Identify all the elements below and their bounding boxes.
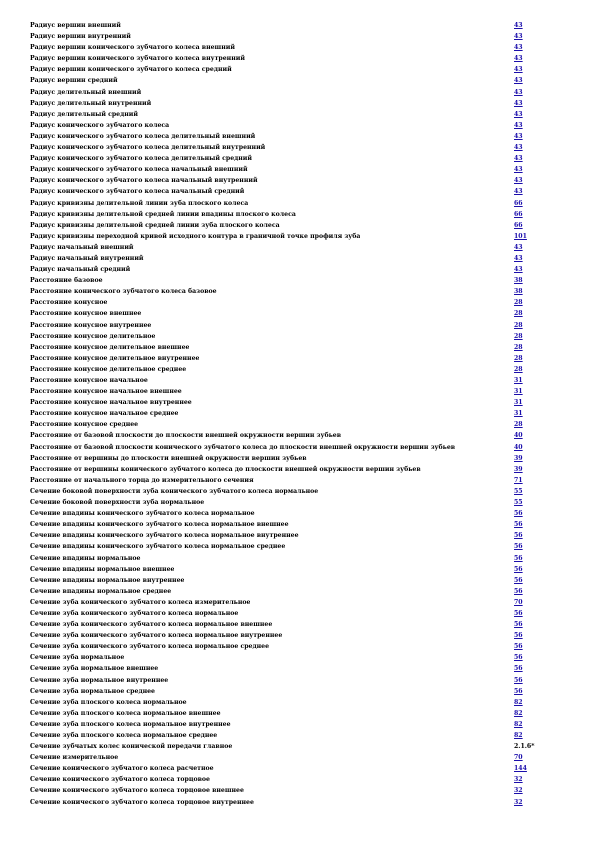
index-entry	[30, 164, 530, 175]
page-number-link[interactable]: 43	[514, 88, 523, 96]
index-entry	[30, 464, 530, 475]
page-number-link[interactable]: 40	[514, 443, 523, 451]
index-term: Радиус вершин конического зубчатого колеса внешний	[30, 44, 235, 52]
index-entry	[30, 508, 530, 519]
page-number-link[interactable]: 38	[514, 288, 523, 296]
index-term: Сечение впадины конического зубчатого колеса нормальное внутреннее	[30, 532, 299, 540]
index-entry	[30, 198, 530, 209]
page-number-link[interactable]: 31	[514, 377, 523, 384]
index-entry	[30, 31, 530, 42]
index-term: Радиус начальный средний	[30, 266, 131, 274]
section-reference: 2.1.6*	[514, 743, 535, 751]
index-entry	[30, 231, 530, 242]
page-number-link[interactable]: 43	[514, 177, 523, 185]
index-entry	[30, 297, 530, 308]
index-term: Радиус начальный внешний	[30, 243, 134, 251]
page-number-link[interactable]: 66	[514, 221, 523, 229]
index-entry	[30, 486, 530, 497]
page-number-link[interactable]: 43	[514, 110, 523, 118]
index-entry	[30, 785, 530, 796]
index-entry	[30, 286, 530, 297]
page-number-link[interactable]: 43	[514, 144, 523, 152]
index-entry	[30, 275, 530, 286]
index-term: Радиус делительный внешний	[30, 88, 142, 96]
page-number-link[interactable]: 38	[514, 277, 523, 285]
page-number-link[interactable]: 82	[514, 732, 523, 739]
page-number-link[interactable]: 28	[514, 365, 523, 373]
index-term: Радиус конического зубчатого колеса начальный внешний	[30, 166, 248, 174]
page-number-link[interactable]: 43	[514, 188, 523, 196]
index-term: Сечение зуба нормальное	[30, 654, 125, 662]
index-entry	[30, 774, 530, 785]
page-number-link[interactable]: 71	[514, 476, 523, 484]
page-number-link[interactable]: 28	[514, 299, 523, 307]
index-entry	[30, 364, 530, 375]
index-term: Расстояние конусное начальное	[30, 377, 148, 384]
page-number-link[interactable]: 32	[514, 798, 523, 806]
index-term: Расстояние от базовой плоскости конического зубчатого колеса до плоскости внешней окружности вершин зубьев	[30, 443, 456, 451]
index-entry	[30, 730, 530, 741]
page-number-link[interactable]: 70	[514, 754, 523, 762]
index-entry	[30, 497, 530, 508]
index-term: Сечение конического зубчатого колеса расчетное	[30, 765, 214, 773]
index-term: Радиус конического зубчатого колеса делительный внутренний	[30, 144, 266, 152]
index-entry	[30, 652, 530, 663]
index-entry	[30, 397, 530, 408]
page-number-link[interactable]: 56	[514, 576, 523, 584]
page-number-link[interactable]: 43	[514, 44, 523, 52]
index-term: Сечение боковой поверхности зуба конического зубчатого колеса нормальное	[30, 487, 319, 495]
index-entry	[30, 453, 530, 464]
index-entry	[30, 342, 530, 353]
index-entry	[30, 686, 530, 697]
index-term: Сечение впадины нормальное среднее	[30, 587, 172, 595]
page-number-link[interactable]: 43	[514, 77, 523, 85]
page-number-link[interactable]: 43	[514, 155, 523, 163]
page-number-link[interactable]: 56	[514, 665, 523, 673]
page-number-link[interactable]: 56	[514, 554, 523, 562]
page-number-link[interactable]: 43	[514, 99, 523, 107]
page-number-link[interactable]: 101	[514, 232, 527, 240]
page-number-link[interactable]: 39	[514, 465, 523, 473]
page-number-link[interactable]: 55	[514, 499, 523, 507]
page-number-link[interactable]: 32	[514, 787, 523, 795]
page-number-link[interactable]: 56	[514, 643, 523, 651]
page-number-link[interactable]: 144	[514, 765, 527, 773]
page-number-link[interactable]: 82	[514, 709, 523, 717]
index-term: Сечение зуба конического зубчатого колеса измерительное	[30, 598, 251, 606]
index-term: Сечение впадины конического зубчатого колеса нормальное среднее	[30, 543, 286, 551]
page-number-link[interactable]: 56	[514, 621, 523, 629]
index-entry	[30, 641, 530, 652]
page-number-link[interactable]: 31	[514, 388, 523, 396]
page-number-link[interactable]: 28	[514, 354, 523, 362]
index-entry	[30, 53, 530, 64]
index-term: Радиус начальный внутренний	[30, 254, 144, 262]
index-entry	[30, 175, 530, 186]
index-entry	[30, 75, 530, 86]
page-number-link[interactable]: 28	[514, 332, 523, 340]
index-entry	[30, 264, 530, 275]
index-term: Расстояние конусное начальное среднее	[30, 410, 179, 418]
page-number-link[interactable]: 56	[514, 565, 523, 573]
index-term: Сечение измерительное	[30, 754, 119, 762]
index-entry	[30, 586, 530, 597]
index-term: Радиус делительный средний	[30, 110, 138, 118]
index-term: Радиус конического зубчатого колеса делительный средний	[30, 155, 252, 163]
index-term: Расстояние конического зубчатого колеса базовое	[30, 288, 217, 296]
page-number-link[interactable]: 56	[514, 609, 523, 617]
index-entry	[30, 752, 530, 763]
index-term: Радиус кривизны переходной кривой исходного контура в граничной точке профиля зуба	[30, 232, 361, 240]
index-entry	[30, 353, 530, 364]
index-term: Расстояние конусное внешнее	[30, 310, 142, 318]
index-entry	[30, 120, 530, 131]
index-entry	[30, 320, 530, 331]
page-number-link[interactable]: 43	[514, 55, 523, 63]
page-number-link[interactable]: 70	[514, 598, 523, 606]
index-term: Сечение конического зубчатого колеса торцовое	[30, 776, 210, 784]
index-term: Сечение впадины конического зубчатого колеса нормальное внешнее	[30, 521, 289, 529]
index-term: Расстояние конусное делительное внутреннее	[30, 354, 200, 362]
index-term: Радиус кривизны делительной линии зуба плоского колеса	[30, 199, 249, 207]
index-term: Сечение зуба нормальное среднее	[30, 687, 155, 695]
index-term: Радиус делительный внутренний	[30, 99, 152, 107]
index-entry	[30, 741, 535, 752]
index-term: Радиус конического зубчатого колеса	[30, 121, 170, 129]
index-entry	[30, 375, 530, 386]
index-entry	[30, 20, 530, 31]
index-term: Расстояние базовое	[30, 277, 103, 285]
index-term: Сечение зуба конического зубчатого колеса нормальное среднее	[30, 643, 270, 651]
index-entry	[30, 64, 530, 75]
index-term: Расстояние конусное внутреннее	[30, 321, 152, 329]
index-term: Радиус конического зубчатого колеса начальный внутренний	[30, 177, 258, 185]
index-term: Расстояние конусное делительное	[30, 332, 156, 340]
subject-index	[30, 20, 535, 808]
index-term: Сечение зубчатых колес конической передачи главное	[30, 743, 233, 751]
index-entry	[30, 42, 530, 53]
index-term: Радиус конического зубчатого колеса делительный внешний	[30, 132, 256, 140]
index-entry	[30, 597, 530, 608]
index-term: Расстояние конусное	[30, 299, 108, 307]
index-entry	[30, 209, 530, 220]
page-number-link[interactable]: 31	[514, 399, 523, 407]
index-entry	[30, 430, 530, 441]
page-number-link[interactable]: 43	[514, 22, 523, 29]
page-number-link[interactable]: 43	[514, 166, 523, 174]
index-entry	[30, 630, 530, 641]
page-number-link[interactable]: 82	[514, 698, 523, 706]
page-number-link[interactable]: 56	[514, 510, 523, 518]
index-term: Расстояние конусное начальное внутреннее	[30, 399, 192, 407]
page-number-link[interactable]: 56	[514, 687, 523, 695]
index-term: Сечение зуба плоского колеса нормальное внутреннее	[30, 720, 231, 728]
index-entry	[30, 408, 530, 419]
page-number-link[interactable]: 66	[514, 210, 523, 218]
index-term: Сечение конического зубчатого колеса торцовое внутреннее	[30, 798, 254, 806]
index-entry	[30, 308, 530, 319]
index-term: Сечение конического зубчатого колеса торцовое внешнее	[30, 787, 244, 795]
index-entry	[30, 530, 530, 541]
index-entry	[30, 186, 530, 197]
index-entry	[30, 519, 530, 530]
index-entry	[30, 763, 530, 774]
index-term: Радиус вершин внутренний	[30, 33, 131, 41]
page-number-link[interactable]: 39	[514, 454, 523, 462]
index-entry	[30, 719, 530, 730]
page-number-link[interactable]: 43	[514, 266, 523, 274]
index-entry	[30, 564, 530, 575]
index-term: Радиус кривизны делительной средней линии впадины плоского колеса	[30, 210, 296, 218]
index-term: Сечение зуба плоского колеса нормальное внешнее	[30, 709, 221, 717]
page-number-link[interactable]: 43	[514, 254, 523, 262]
index-entry	[30, 142, 530, 153]
index-entry	[30, 87, 530, 98]
index-term: Расстояние от начального торца до измерительного сечения	[30, 476, 254, 484]
index-term: Сечение зуба нормальное внутреннее	[30, 676, 169, 684]
index-entry	[30, 109, 530, 120]
page-number-link[interactable]: 66	[514, 199, 523, 207]
page-number-link[interactable]: 43	[514, 121, 523, 129]
page-number-link[interactable]: 56	[514, 532, 523, 540]
page-number-link[interactable]: 55	[514, 487, 523, 495]
index-entry	[30, 253, 530, 264]
index-term: Расстояние от вершины конического зубчатого колеса до плоскости внешней окружности вершин зубьев	[30, 465, 421, 473]
index-term: Сечение зуба плоского колеса нормальное среднее	[30, 732, 218, 739]
index-entry	[30, 797, 530, 808]
index-term: Радиус вершин конического зубчатого колеса средний	[30, 66, 232, 74]
index-entry	[30, 153, 530, 164]
page-number-link[interactable]: 28	[514, 421, 523, 429]
index-term: Сечение боковой поверхности зуба нормальное	[30, 499, 205, 507]
index-entry	[30, 442, 530, 453]
index-entry	[30, 220, 530, 231]
page-number-link[interactable]: 28	[514, 321, 523, 329]
index-term: Радиус вершин конического зубчатого колеса внутренний	[30, 55, 245, 63]
index-term: Сечение зуба конического зубчатого колеса нормальное внутреннее	[30, 632, 283, 640]
index-term: Расстояние от базовой плоскости до плоскости внешней окружности вершин зубьев	[30, 432, 342, 440]
index-term: Сечение зуба конического зубчатого колеса нормальное	[30, 609, 239, 617]
page-number-link[interactable]: 56	[514, 543, 523, 551]
index-entry	[30, 553, 530, 564]
index-term: Сечение впадины нормальное внешнее	[30, 565, 175, 573]
page-number-link[interactable]: 43	[514, 132, 523, 140]
index-term: Сечение впадины нормальное внутреннее	[30, 576, 185, 584]
index-entry	[30, 575, 530, 586]
index-entry	[30, 697, 530, 708]
page-number-link[interactable]: 56	[514, 587, 523, 595]
index-term: Сечение зуба плоского колеса нормальное	[30, 698, 187, 706]
page-number-link[interactable]: 32	[514, 776, 523, 784]
index-term: Расстояние конусное начальное внешнее	[30, 388, 182, 396]
index-entry	[30, 331, 530, 342]
index-term: Сечение зуба нормальное внешнее	[30, 665, 159, 673]
index-entry	[30, 419, 530, 430]
page-number-link[interactable]: 56	[514, 632, 523, 640]
index-term: Радиус кривизны делительной средней линии зуба плоского колеса	[30, 221, 280, 229]
index-entry	[30, 98, 530, 109]
index-entry	[30, 708, 530, 719]
page-number-link[interactable]: 31	[514, 410, 523, 418]
index-term: Расстояние от вершины до плоскости внешней окружности вершин зубьев	[30, 454, 307, 462]
index-term: Расстояние конусное делительное внешнее	[30, 343, 190, 351]
index-term: Расстояние конусное делительное среднее	[30, 365, 187, 373]
page-number-link[interactable]: 43	[514, 33, 523, 41]
index-entry	[30, 608, 530, 619]
page-number-link[interactable]: 82	[514, 720, 523, 728]
page-number-link[interactable]: 40	[514, 432, 523, 440]
index-entry	[30, 619, 530, 630]
index-term: Радиус конического зубчатого колеса начальный средний	[30, 188, 245, 196]
page-number-link[interactable]: 43	[514, 243, 523, 251]
page-number-link[interactable]: 43	[514, 66, 523, 74]
index-entry	[30, 242, 530, 253]
index-entry	[30, 131, 530, 142]
page-number-link[interactable]: 56	[514, 676, 523, 684]
index-term: Сечение впадины нормальное	[30, 554, 141, 562]
index-term: Радиус вершин средний	[30, 77, 118, 85]
index-entry	[30, 386, 530, 397]
page-number-link[interactable]: 56	[514, 654, 523, 662]
page-number-link[interactable]: 28	[514, 343, 523, 351]
index-term: Сечение впадины конического зубчатого колеса нормальное	[30, 510, 255, 518]
index-term: Расстояние конусное среднее	[30, 421, 139, 429]
index-entry	[30, 663, 530, 674]
index-entry	[30, 475, 530, 486]
index-entry	[30, 675, 530, 686]
index-entry	[30, 541, 530, 552]
index-term: Сечение зуба конического зубчатого колеса нормальное внешнее	[30, 621, 273, 629]
page-number-link[interactable]: 28	[514, 310, 523, 318]
index-term: Радиус вершин внешний	[30, 22, 121, 29]
page-number-link[interactable]: 56	[514, 521, 523, 529]
